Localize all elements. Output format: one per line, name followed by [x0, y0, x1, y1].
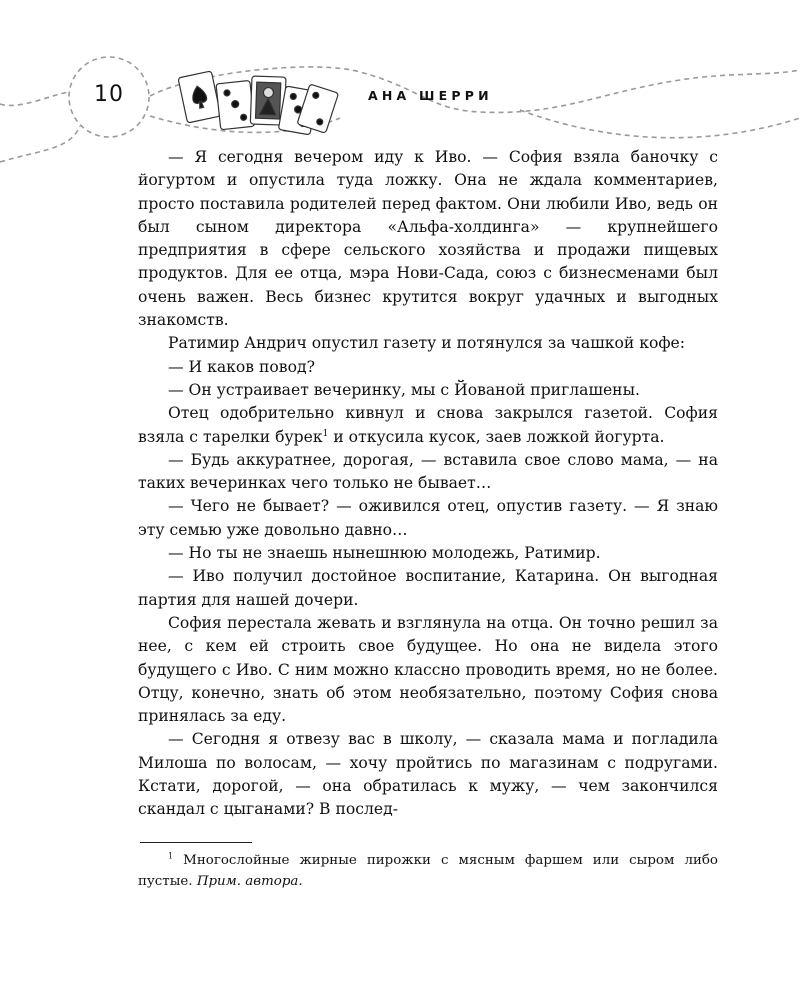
- body-text: [138, 146, 718, 822]
- running-head-author: АНА ШЕРРИ: [368, 88, 493, 103]
- footnote-divider: [140, 842, 252, 843]
- footnote: [138, 850, 718, 892]
- dashed-swirl-left-lower: [0, 126, 80, 162]
- footnote-author-note: Прим. автора.: [196, 874, 303, 889]
- paragraph: Ратимир Андрич опустил газету и потянулся за чашкой кофе:: [168, 334, 686, 353]
- dashed-swirl-left: [0, 92, 69, 105]
- paragraph: — Но ты не знаешь нынешнюю молодежь, Ратимир.: [168, 544, 601, 563]
- footnote-reference[interactable]: 1: [322, 428, 329, 439]
- footnote-text: Многослойные жирные пирожки с мясным фаршем или сыром либо пустые.: [138, 853, 718, 889]
- footnote-mark: 1: [168, 851, 174, 861]
- dashed-swirl-right: [520, 110, 800, 138]
- club-card-icon: [216, 80, 255, 129]
- paragraph: — Будь аккуратнее, дорогая, — вставила свое слово мама, — на таких вечеринках чего только не бывает…: [138, 450, 718, 493]
- paragraph: — Иво получил достойное воспитание, Катарина. Он выгодная партия для нашей дочери.: [138, 567, 718, 609]
- paragraph: — Я сегодня вечером иду к Иво. — София взяла баночку с йогуртом и опустила туда ложку. Она не ждала комментариев, просто поставила родителей перед фактом. Они любили Иво, ведь он был сыном директора «Альфа-холдинга» — крупнейшего предприятия в сфере сельского хозяйства и продажи пищевых продуктов. Для ее отца, мэра Нови-Сада, союз с бизнесменами был очень важен. Весь бизнес крутится вокруг удачных и выгодных знакомств.: [138, 148, 718, 330]
- paragraph-text: и откусила кусок, заев ложкой йогурта.: [328, 427, 665, 446]
- paragraph-with-footnote: [138, 402, 718, 449]
- paragraph: — Сегодня я отвезу вас в школу, — сказала мама и погладила Милоша по волосам, — хочу пройтись по магазинам с подругами. Кстати, дорогой, — она обратилась к мужу, — чем закончился скандал с цыганами? В послед-: [138, 730, 718, 819]
- playing-cards: [178, 71, 339, 135]
- paragraph: — Чего не бывает? — оживился отец, опустив газету. — Я знаю эту семью уже довольно давно…: [138, 497, 718, 539]
- paragraph: — И каков повод?: [168, 357, 315, 376]
- page-number: 10: [94, 82, 124, 107]
- paragraph: — Он устраивает вечеринку, мы с Йованой приглашены.: [168, 380, 640, 399]
- spade-ace-card-icon: [178, 71, 221, 123]
- paragraph: София перестала жевать и взглянула на отца. Он точно решил за нее, с кем ей строить свое будущее. Но она не видела этого будущего с Иво. С ним можно классно проводить время, но не более. Отцу, конечно, знать об этом необязательно, поэтому София снова принялась за еду.: [138, 613, 718, 726]
- paragraph-text: Отец одобрительно кивнул и снова закрылся газетой. София взяла с тарелки бурек: [138, 404, 718, 446]
